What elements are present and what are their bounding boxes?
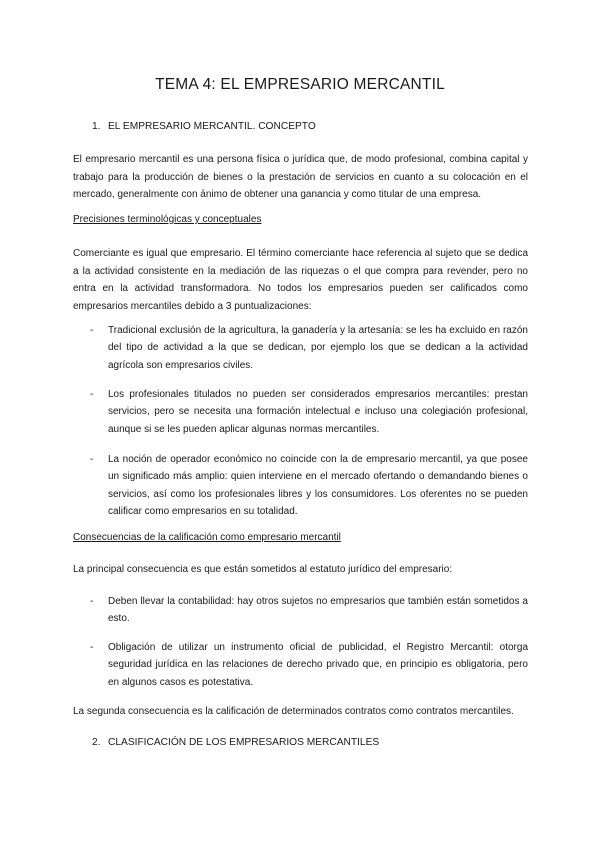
section-heading-2: [92, 737, 379, 748]
list-item: [90, 322, 528, 374]
list-item: [90, 639, 528, 691]
section-heading-text: EL EMPRESARIO MERCANTIL. CONCEPTO: [108, 121, 316, 132]
list-dash: -: [90, 596, 94, 607]
list-dash: -: [90, 454, 94, 465]
list-item-text: La noción de operador económico no coincide con la de empresario mercantil, ya que posee un significado más amplio: quien interviene en el mercado ofertando o demandando bienes o servicios, así como los profesionales libres y los consumidores. Los oferentes no se pueden calificar como empresarios en su totalidad.: [108, 454, 528, 518]
section-heading-text: CLASIFICACIÓN DE LOS EMPRESARIOS MERCANTILES: [108, 737, 380, 748]
list-item-text: Los profesionales titulados no pueden ser considerados empresarios mercantiles: prestan servicios, pero se necesita una formación intelectual e incluso una colegiación profesional, aunque si se les pueden aplicar algunas normas mercantiles.: [108, 389, 528, 435]
precisiones-paragraph: Comerciante es igual que empresario. El término comerciante hace referencia al sujeto que se dedica a la actividad consistente en la mediación de las riquezas o el que compra para revender, pero no entra en la actividad transformadora. No todos los empresarios pueden ser calificados como empresarios mercantiles debido a 3 puntualizaciones:: [73, 248, 528, 312]
page-title: TEMA 4: EL EMPRESARIO MERCANTIL: [155, 76, 445, 93]
intro-paragraph: El empresario mercantil es una persona física o jurídica que, de modo profesional, combina capital y trabajo para la producción de bienes o la prestación de servicios en cuanto a su colocación en el mercado, generalmente con ánimo de obtener una ganancia y como titular de una empresa.: [73, 154, 528, 201]
list-item-text: Tradicional exclusión de la agricultura, la ganadería y la artesanía: se les ha excluido en razón del tipo de actividad a la que se dedican, por ejemplo los que se dedican a la actividad agrícola son empresarios civiles.: [108, 325, 528, 371]
list-dash: -: [90, 642, 94, 653]
section-number: 1.: [92, 121, 101, 132]
consecuencias-paragraph: La principal consecuencia es que están sometidos al estatuto jurídico del empresario:: [73, 564, 453, 575]
list-item: [90, 386, 528, 438]
subheading-consecuencias: Consecuencias de la calificación como empresario mercantil: [73, 532, 341, 543]
section-heading-1: [92, 121, 316, 132]
list-item: [90, 451, 528, 521]
list-item-text: Deben llevar la contabilidad: hay otros sujetos no empresarios que también están sometidos a esto.: [108, 596, 528, 625]
closing-paragraph: La segunda consecuencia es la calificación de determinados contratos como contratos mercantiles.: [73, 706, 514, 717]
list-item-text: Obligación de utilizar un instrumento oficial de publicidad, el Registro Mercantil: otorga seguridad jurídica en las relaciones de derecho privado que, en principio es obligatoria, pero en algunos casos es potestativa.: [108, 642, 528, 688]
list-item: [90, 593, 528, 628]
list-dash: -: [90, 389, 94, 400]
list-dash: -: [90, 325, 94, 336]
subheading-precisiones: Precisiones terminológicas y conceptuales: [73, 214, 262, 225]
section-number: 2.: [92, 737, 101, 748]
